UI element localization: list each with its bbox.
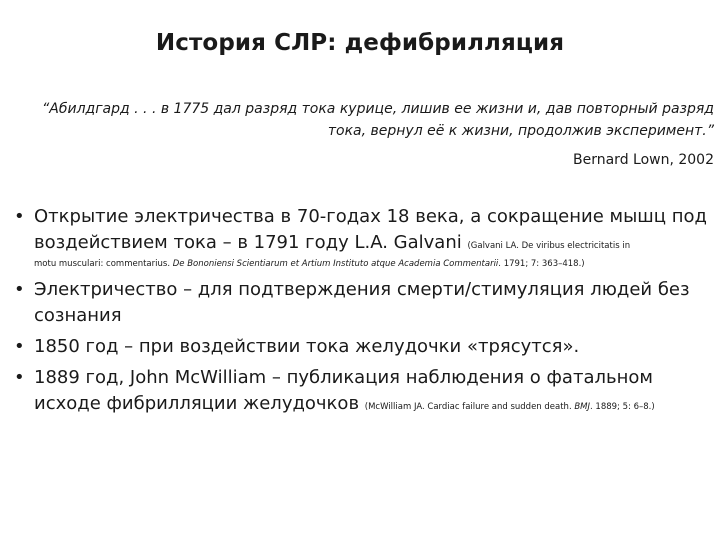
reference-citation: . 1791; 7: 363–418.) bbox=[498, 259, 585, 269]
bullet-text: Открытие электричества в 70-годах 18 века, а сокращение мышц под воздействием тока – в 1791 году L.A. Galvani bbox=[34, 206, 707, 253]
bullet-item bbox=[12, 334, 712, 360]
slide-title: История СЛР: дефибрилляция bbox=[155, 30, 565, 56]
bullet-item bbox=[12, 204, 712, 272]
reference-text: (McWilliam JA. Cardiac failure and sudden death. bbox=[364, 402, 575, 412]
bullet-item bbox=[12, 365, 712, 417]
bullet-list bbox=[12, 204, 712, 422]
quote-attribution: Bernard Lown, 2002 bbox=[573, 152, 714, 168]
quote bbox=[24, 98, 714, 142]
bullet-dot: • bbox=[14, 336, 25, 357]
bullet-dot: • bbox=[14, 279, 25, 300]
bullet-reference: (Galvani LA. De viribus electricitatis in bbox=[467, 241, 631, 251]
reference-text: motu musculari: commentarius. bbox=[34, 259, 173, 269]
reference-journal: De Bononiensi Scientiarum et Artium Instituto atque Academia Commentarii bbox=[172, 259, 499, 269]
reference-citation: . 1889; 5: 6–8.) bbox=[590, 402, 655, 412]
bullet-dot: • bbox=[14, 206, 25, 227]
bullet-item bbox=[12, 277, 712, 329]
quote-line-2: тока, вернул её к жизни, продолжив эксперимент.” bbox=[327, 123, 714, 139]
bullet-text: 1850 год – при воздействии тока желудочки «трясутся». bbox=[34, 336, 580, 357]
bullet-text: Электричество – для подтверждения смерти/стимуляция людей без сознания bbox=[34, 279, 690, 326]
bullet-text: 1889 год, John McWilliam – публикация наблюдения о фатальном исходе фибрилляции желудочков bbox=[34, 367, 653, 414]
bullet-reference bbox=[365, 402, 655, 412]
quote-line-1: “Абилдгард . . . в 1775 дал разряд тока курице, лишив ее жизни и, дав повторный разряд bbox=[42, 101, 714, 117]
bullet-reference-line bbox=[34, 256, 712, 272]
reference-journal: BMJ bbox=[574, 402, 591, 412]
bullet-dot: • bbox=[14, 367, 25, 388]
